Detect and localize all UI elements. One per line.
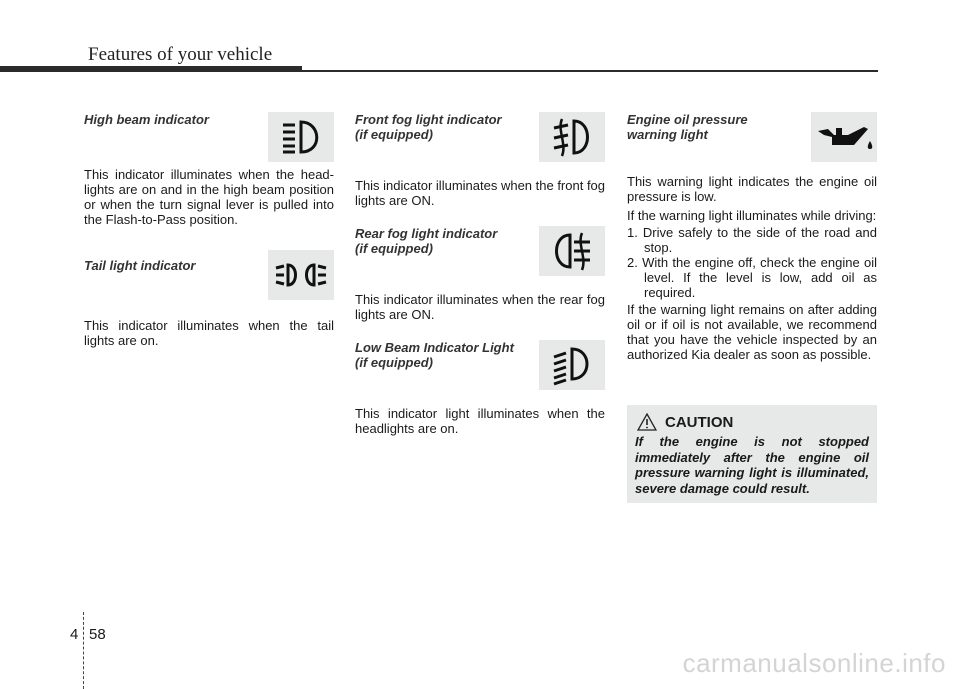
high-beam-icon xyxy=(268,112,334,162)
oil-pressure-text-2: If the warning light illuminates while driving: xyxy=(627,208,877,223)
rear-fog-title: Rear fog light indicator (if equipped) xyxy=(355,226,498,256)
page-number: 58 xyxy=(89,626,106,643)
caution-header xyxy=(637,413,869,431)
page-header-title: Features of your vehicle xyxy=(88,44,273,65)
caution-title: CAUTION xyxy=(665,413,734,431)
column-2 xyxy=(355,112,605,436)
front-fog-section xyxy=(355,112,605,208)
caution-box xyxy=(627,405,877,503)
oil-pressure-step-2: 2. With the engine off, check the engine oil level. If the level is low, add oil as required. xyxy=(627,255,877,300)
warning-triangle-icon xyxy=(637,413,657,431)
oil-pressure-step-1: 1. Drive safely to the side of the road and stop. xyxy=(627,225,877,255)
high-beam-section xyxy=(84,112,334,227)
tail-light-title: Tail light indicator xyxy=(84,258,196,273)
rear-fog-light-icon xyxy=(539,226,605,276)
low-beam-text: This indicator light illuminates when the headlights are on. xyxy=(355,406,605,436)
oil-pressure-title: Engine oil pressure warning light xyxy=(627,112,748,142)
column-1 xyxy=(84,112,334,348)
low-beam-section xyxy=(355,340,605,436)
front-fog-light-icon xyxy=(539,112,605,162)
oil-pressure-section xyxy=(627,112,877,362)
header-rule-thin xyxy=(302,70,878,72)
rear-fog-section xyxy=(355,226,605,322)
front-fog-text: This indicator illuminates when the front fog lights are ON. xyxy=(355,178,606,208)
header-rule-thick xyxy=(0,66,302,72)
watermark: carmanualsonline.info xyxy=(682,648,946,678)
low-beam-icon xyxy=(539,340,605,390)
caution-text: If the engine is not stopped immediately after the engine oil pressure warning light is illuminated, severe damage could result. xyxy=(635,434,869,496)
tail-light-text: This indicator illuminates when the tail lights are on. xyxy=(84,318,334,348)
rear-fog-text: This indicator illuminates when the rear fog lights are ON. xyxy=(355,292,605,322)
tail-light-section xyxy=(84,258,334,348)
high-beam-title: High beam indicator xyxy=(84,112,209,127)
front-fog-title: Front fog light indicator (if equipped) xyxy=(355,112,502,142)
column-3 xyxy=(627,112,877,362)
oil-can-icon xyxy=(811,112,877,162)
oil-pressure-text-1: This warning light indicates the engine oil pressure is low. xyxy=(627,174,877,204)
low-beam-title: Low Beam Indicator Light (if equipped) xyxy=(355,340,514,370)
high-beam-text: This indicator illuminates when the head-lights are on and in the high beam position or when the turn signal lever is pulled into the Flash-to-Pass position. xyxy=(84,167,334,227)
tail-light-icon xyxy=(268,250,334,300)
chapter-number: 4 xyxy=(70,626,79,643)
oil-pressure-steps xyxy=(627,225,877,300)
footer-divider xyxy=(83,612,84,689)
oil-pressure-text-3: If the warning light remains on after adding oil or if oil is not available, we recommend that you have the vehicle inspected by an authorized Kia dealer as soon as possible. xyxy=(627,302,877,362)
